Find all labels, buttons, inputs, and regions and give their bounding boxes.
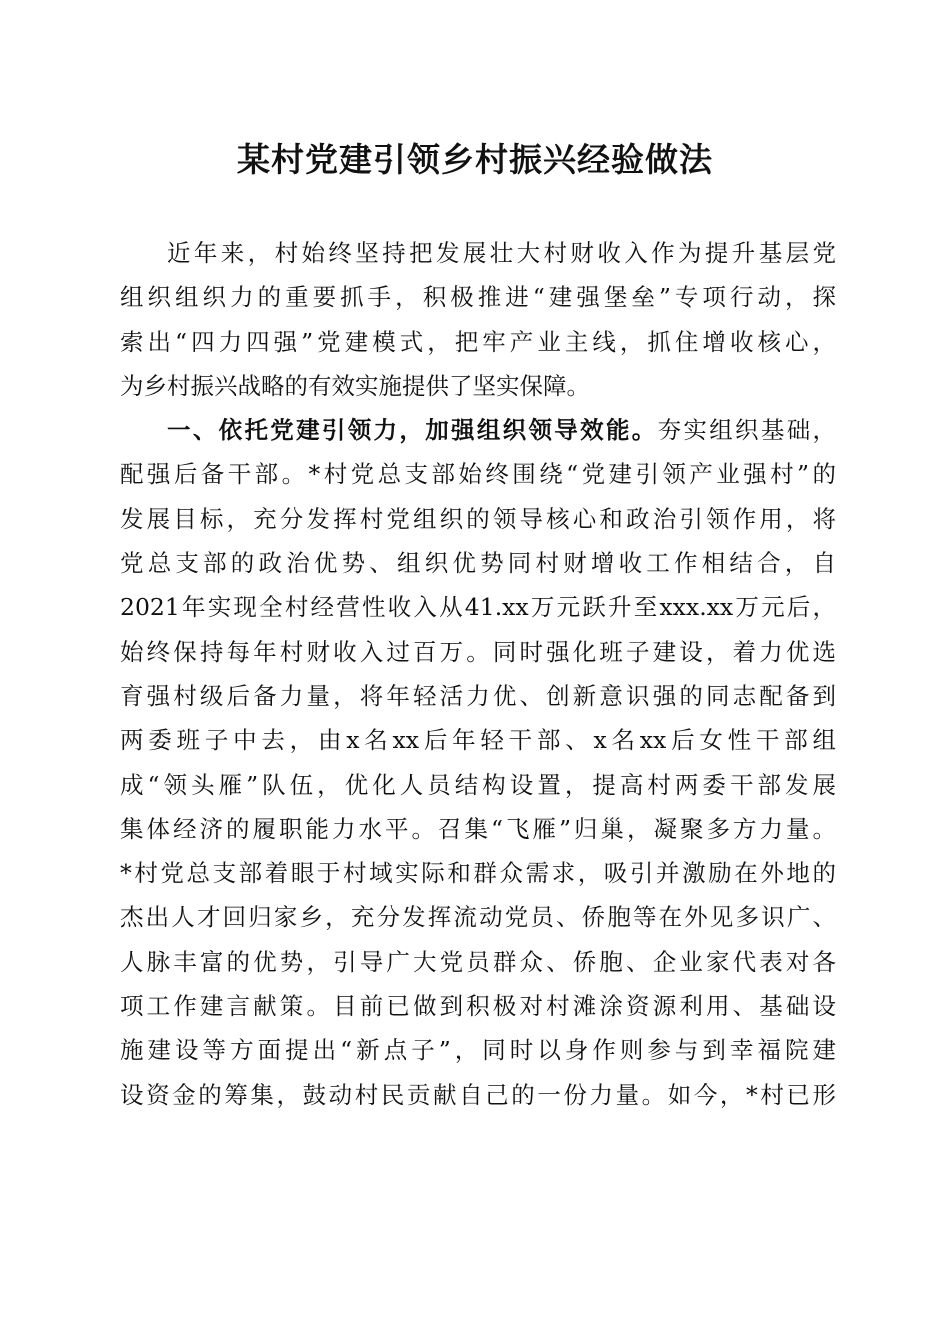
section-1-first-line-rest: 夯实组织基础， [657,416,837,445]
section-1-line: 两委班子中去，由x名xx后年轻干部、x名xx后女性干部组 [120,726,836,755]
section-1-line: 成“领头雁”队伍，优化人员结构设置，提高村两委干部发展 [120,770,836,799]
section-1-line: 配强后备干部。*村党总支部始终围绕“党建引领产业强村”的 [120,460,836,489]
section-1-first-line [120,408,836,452]
section-1-line: 发展目标，充分发挥村党组织的领导核心和政治引领作用，将 [120,504,836,533]
intro-line: 组织组织力的重要抓手，积极推进“建强堡垒”专项行动，探 [120,283,836,312]
section-1-paragraph [120,408,836,1117]
section-1-line: 育强村级后备力量，将年轻活力优、创新意识强的同志配备到 [120,681,836,710]
section-1-line: *村党总支部着眼于村域实际和群众需求，吸引并激励在外地的 [120,859,836,888]
section-1-line: 设资金的筹集，鼓动村民贡献自己的一份力量。如今，*村已形 [120,1080,836,1109]
section-1-line: 施建设等方面提出“新点子”，同时以身作则参与到幸福院建 [120,1036,836,1065]
section-1-line: 人脉丰富的优势，引导广大党员群众、侨胞、企业家代表对各 [120,947,836,976]
intro-line: 索出“四力四强”党建模式，把牢产业主线，抓住增收核心， [120,327,836,356]
section-1-heading: 一、依托党建引领力，加强组织领导效能。 [167,416,658,445]
section-1-line: 党总支部的政治优势、组织优势同村财增收工作相结合，自 [120,549,836,578]
section-1-line: 始终保持每年村财收入过百万。同时强化班子建设，着力优选 [120,637,836,666]
section-1-line: 项工作建言献策。目前已做到积极对村滩涂资源利用、基础设 [120,992,836,1021]
intro-line: 为乡村振兴战略的有效实施提供了坚实保障。 [120,371,590,400]
document-title: 某村党建引领乡村振兴经验做法 [237,140,713,179]
section-1-line: 2021年实现全村经营性收入从41.xx万元跃升至xxx.xx万元后， [120,593,836,622]
section-1-line: 集体经济的履职能力水平。召集“飞雁”归巢，凝聚多方力量。 [120,814,836,843]
intro-line: 近年来，村始终坚持把发展壮大村财收入作为提升基层党 [167,239,836,267]
section-1-line: 杰出人才回归家乡，充分发挥流动党员、侨胞等在外见多识广、 [120,903,836,932]
intro-paragraph [120,231,836,408]
document-body [120,231,836,1117]
